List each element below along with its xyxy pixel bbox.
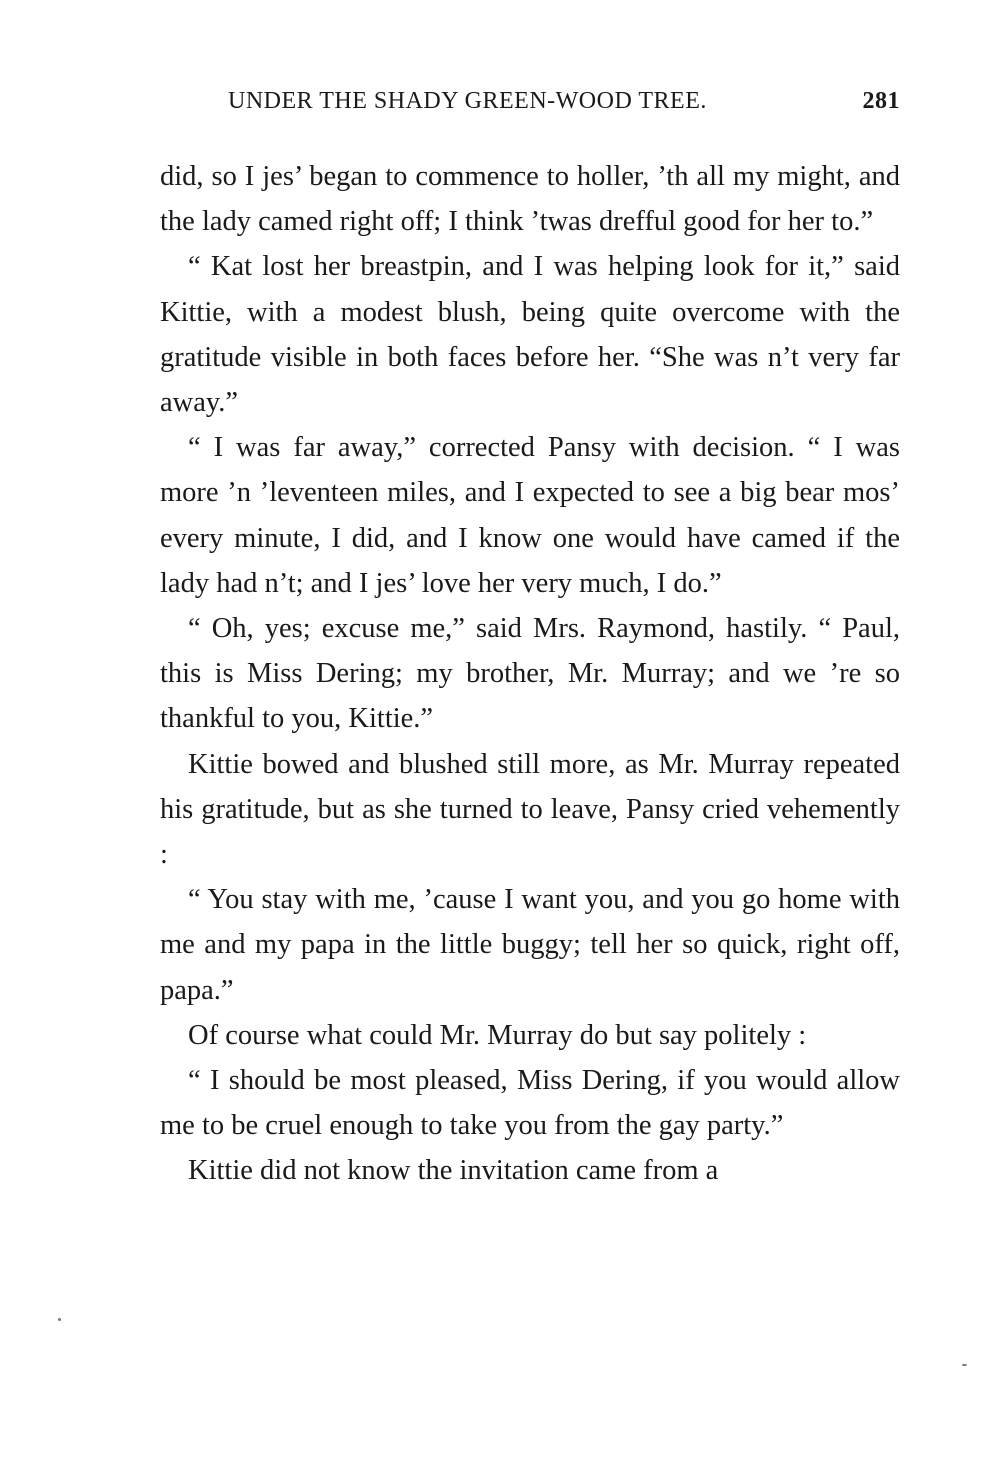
running-title: UNDER THE SHADY GREEN-WOOD TREE.: [228, 88, 707, 114]
paragraph: Of course what could Mr. Murray do but say politely :: [188, 1019, 807, 1051]
paragraph: “ I should be most pleased, Miss Dering, if you would allow me to be cruel enough to take you from the gay party.”: [160, 1065, 900, 1142]
book-page: [160, 88, 900, 1194]
scan-speck: [58, 1318, 61, 1321]
paragraph: “ I was far away,” corrected Pansy with decision. “ I was more ’n ’leventeen miles, and I expected to see a big bear mos’ every minute, I did, and I know one would have camed if the lady had n’t; and I jes’ love her very much, I do.”: [160, 432, 900, 599]
paragraph: Kittie did not know the invitation came from a: [188, 1155, 719, 1187]
body-text: [160, 154, 900, 1194]
page-number: 281: [862, 88, 900, 114]
paragraph: “ Kat lost her breastpin, and I was helping look for it,” said Kittie, with a modest blush, being quite overcome with the gratitude visible in both faces before her. “She was n’t very far away.”: [160, 251, 900, 419]
paragraph: Kittie bowed and blushed still more, as Mr. Murray repeated his gratitude, but as she turned to leave, Pansy cried vehemently :: [160, 748, 900, 871]
running-head: [160, 88, 900, 128]
paragraph: “ You stay with me, ’cause I want you, and you go home with me and my papa in the little buggy; tell her so quick, right off, papa.”: [160, 884, 900, 1006]
paragraph: “ Oh, yes; excuse me,” said Mrs. Raymond, hastily. “ Paul, this is Miss Dering; my brother, Mr. Murray; and we ’re so thankful to you, Kittie.”: [160, 613, 900, 735]
paragraph: did, so I jes’ began to commence to holler, ’th all my might, and the lady camed right off; I think ’twas drefful good for her to.”: [160, 161, 900, 238]
scan-speck: [962, 1364, 967, 1366]
